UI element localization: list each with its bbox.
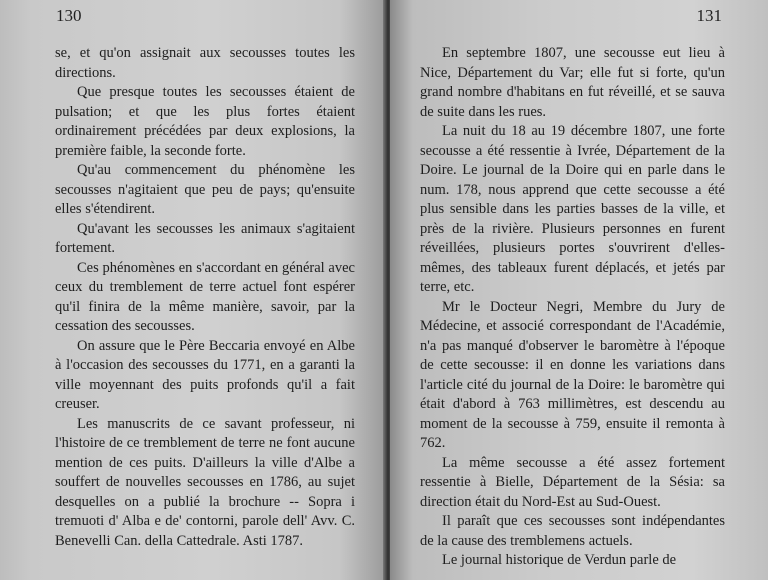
paragraph: se, et qu'on assignait aux secousses toutes les directions. bbox=[55, 45, 355, 81]
paragraph: En septembre 1807, une secousse eut lieu à Nice, Département du Var; elle fut si forte, qu'un grand nombre d'habitans en fut réveillé, et se sauva de suite dans les rues. bbox=[420, 45, 725, 120]
paragraph: Le journal historique de Verdun parle de bbox=[442, 552, 677, 568]
paragraph: Les manuscrits de ce savant professeur, ni l'histoire de ce tremblement de terre ne font aucune mention de ces puits. D'ailleurs la ville d'Albe a souffert de nouvelles secousses en 1786, au sujet desquelles on a publié la brochure -- Sopra i tremuoti d' Alba e de' contorni, parole dell' Avv. C. Benevelli Can. della Cattedrale. Asti 1787. bbox=[55, 415, 355, 549]
paragraph: La même secousse a été assez fortement ressentie à Bielle, Département de la Sésia: sa direction était du Nord-Est au Sud-Ouest. bbox=[420, 454, 725, 510]
paragraph: Il paraît que ces secousses sont indépendantes de la cause des tremblemens actuels. bbox=[420, 513, 725, 549]
right-text-column bbox=[420, 44, 725, 571]
paragraph: Que presque toutes les secousses étaient de pulsation; et que les plus fortes étaient ordinairement précédées par deux explosions, la première faible, la seconde forte. bbox=[55, 84, 355, 159]
page-number-left: 130 bbox=[56, 6, 82, 25]
paragraph: Qu'au commencement du phénomène les secousses n'agitaient que peu de pays; qu'ensuite elles s'étendirent. bbox=[55, 162, 355, 217]
paragraph: La nuit du 18 au 19 décembre 1807, une forte secousse a été ressentie à Ivrée, Département de la Doire. Le journal de la Doire qui en parle dans le num. 178, nous apprend que cette secousse a été plus sensible dans les parties basses de la ville, et près de la rivière. Plusieurs personnes en furent réveillées, plusieurs portes s'ouvrirent d'elles-mêmes, des tableaux furent déplacés, et jetés par terre, etc. bbox=[420, 123, 725, 295]
page-number-right: 131 bbox=[696, 6, 722, 25]
paragraph: Ces phénomènes en s'accordant en général avec ceux du tremblement de terre actuel font espérer qu'il finira de la même manière, savoir, par la cessation des secousses. bbox=[55, 259, 355, 334]
left-text-column bbox=[55, 44, 355, 551]
paragraph: On assure que le Père Beccaria envoyé en Albe à l'occasion des secousses du 1771, en a garanti la ville moyennant des puits profonds qu'il a fait creuser. bbox=[55, 337, 355, 412]
paragraph: Qu'avant les secousses les animaux s'agitaient fortement. bbox=[55, 220, 355, 256]
right-page bbox=[390, 0, 768, 580]
paragraph: Mr le Docteur Negri, Membre du Jury de Médecine, et associé correspondant de l'Académie, n'a pas manqué d'observer le baromètre à l'époque de cette secousse: il en donne les variations dans l'article cité du journal de la Doire: le baromètre qui était d'abord à 763 millimètres, est descendu au moment de la secousse à 759, ensuite il remonta à 762. bbox=[420, 298, 725, 451]
